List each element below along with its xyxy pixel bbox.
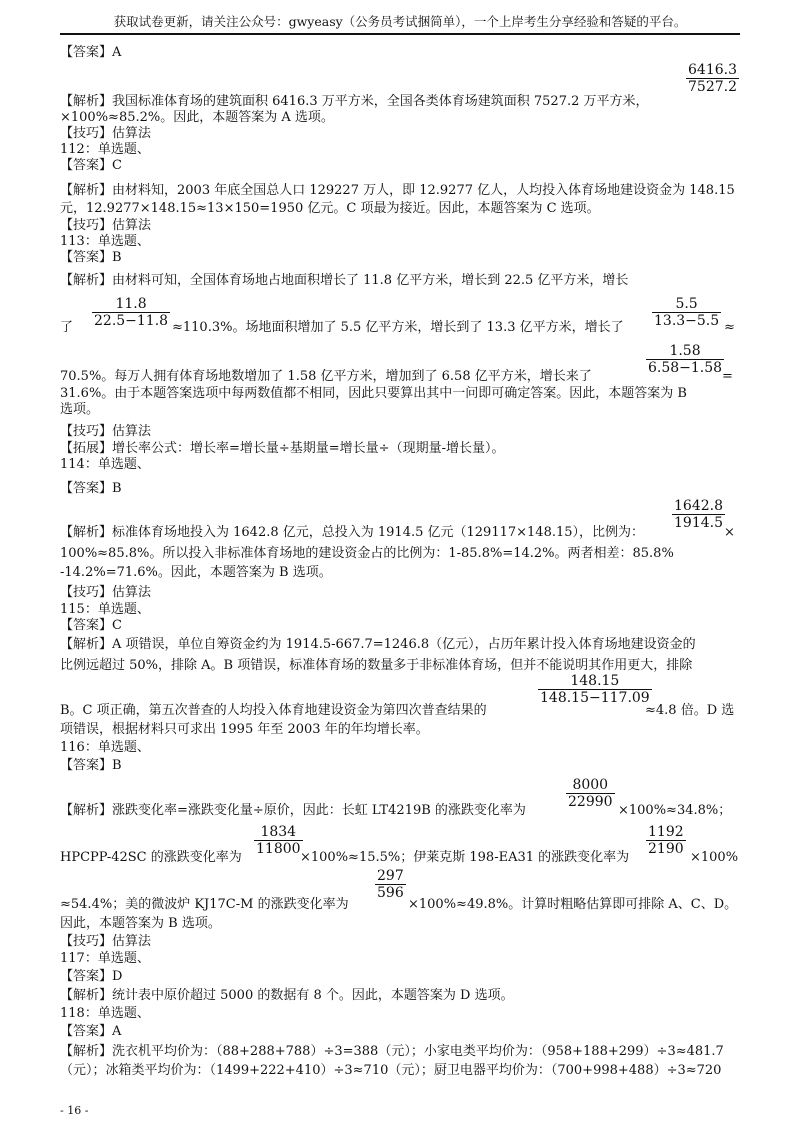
- fraction-denominator: 7527.2: [688, 79, 737, 95]
- approx-symbol: ≈: [724, 320, 735, 335]
- answer-112: 【答案】C: [60, 158, 122, 173]
- equals-symbol: =: [722, 369, 733, 384]
- analysis-116-line-4: 因此，本题答案为 B 选项。: [60, 916, 221, 931]
- fraction-111: [686, 62, 739, 95]
- answer-111: 【答案】A: [60, 45, 122, 60]
- analysis-118-line-1: 【解析】洗衣机平均价为：（88+288+788）÷3=388（元）；小家电类平均价为：（958+188+299）÷3≈481.7: [60, 1044, 724, 1059]
- fraction-numerator: 1834: [260, 824, 297, 840]
- question-112: 112：单选题、: [60, 142, 150, 157]
- analysis-115-line-3: B。C 项正确，第五次普查的人均投入体育地建设资金为第四次普查结果的: [60, 703, 487, 718]
- tip-112: 【技巧】估算法: [60, 218, 152, 233]
- analysis-113-line-3: 70.5%。每万人拥有体育场地数增加了 1.58 亿平方米，增加到了 6.58 亿平方米，增长来了: [60, 369, 592, 384]
- question-116: 116：单选题、: [60, 740, 150, 755]
- fraction-114: [672, 498, 725, 531]
- answer-118: 【答案】A: [60, 1024, 122, 1039]
- fraction-113-a: [92, 296, 170, 329]
- analysis-114-line-2: 100%≈85.8%。所以投入非标准体育场地的建设资金占的比例为：1-85.8%=14.2%。两者相差：85.8%: [60, 546, 674, 561]
- page-header: 获取试卷更新，请关注公众号：gwyeasy（公务员考试捆简单），一个上岸考生分享经验和答疑的平台。: [113, 14, 687, 29]
- page-number: - 16 -: [60, 1104, 89, 1117]
- analysis-116-line-3-end: ×100%≈49.8%。计算时粗略估算即可排除 A、C、D。: [408, 897, 738, 912]
- analysis-117: 【解析】统计表中原价超过 5000 的数据有 8 个。因此，本题答案为 D 选项。: [60, 988, 514, 1003]
- fraction-116-b: [254, 824, 303, 857]
- fraction-denominator: 22.5−11.8: [94, 313, 169, 329]
- answer-113: 【答案】B: [60, 250, 122, 265]
- analysis-115-line-3-end: ≈4.8 倍。D 选: [645, 703, 735, 718]
- question-117: 117：单选题、: [60, 951, 150, 966]
- fraction-numerator: 148.15: [570, 673, 620, 689]
- fraction-numerator: 5.5: [675, 296, 698, 312]
- fraction-denominator: 6.58−1.58: [648, 360, 723, 376]
- fraction-116-d: [375, 868, 406, 901]
- fraction-denominator: 1914.5: [674, 515, 723, 531]
- fraction-denominator: 2190: [648, 841, 684, 857]
- analysis-115-line-2: 比例远超过 50%，排除 A。B 项错误，标准体育场的数量多于非标准体育场，但并不能说明其作用更大，排除: [60, 658, 693, 673]
- fraction-denominator: 22990: [568, 794, 613, 810]
- analysis-112-line-1: 【解析】由材料知，2003 年底全国总人口 129227 万人，即 12.9277 亿人，人均投入体育场地建设资金为 148.15: [60, 183, 735, 198]
- analysis-113-line-1: 【解析】由材料可知，全国体育场地占地面积增长了 11.8 亿平方米，增长到 22.5 亿平方米，增长: [60, 273, 629, 288]
- fraction-numerator: 1642.8: [674, 498, 723, 514]
- question-114: 114：单选题、: [60, 457, 150, 472]
- tip-116: 【技巧】估算法: [60, 934, 152, 949]
- analysis-118-line-2: （元）；冰箱类平均价为：（1499+222+410）÷3≈710（元）；厨卫电器平均价为：（700+998+488）÷3≈720: [60, 1063, 722, 1078]
- tip-111: 【技巧】估算法: [60, 126, 152, 141]
- fraction-116-c: [646, 824, 686, 857]
- analysis-115-line-1: 【解析】A 项错误，单位自筹资金约为 1914.5-667.7=1246.8（亿元），占历年累计投入体育场地建设资金的: [60, 637, 696, 652]
- analysis-111-line-1: 【解析】我国标准体育场的建筑面积 6416.3 万平方米，全国各类体育场建筑面积 7527.2 万平方米，: [60, 94, 649, 109]
- fraction-denominator: 148.15−117.09: [540, 690, 650, 706]
- extension-113: 【拓展】增长率公式：增长率=增长量÷基期量=增长量÷（现期量-增长量）。: [60, 441, 505, 456]
- answer-117: 【答案】D: [60, 969, 123, 984]
- answer-115: 【答案】C: [60, 618, 122, 633]
- analysis-113-line-5: 选项。: [60, 402, 100, 417]
- analysis-113-line-4: 31.6%。由于本题答案选项中每两数值都不相同，因此只要算出其中一问即可确定答案。因此，本题答案为 B: [60, 386, 687, 401]
- answer-114: 【答案】B: [60, 481, 122, 496]
- question-113: 113：单选题、: [60, 234, 150, 249]
- fraction-numerator: 297: [377, 868, 404, 884]
- analysis-115-line-4: 项错误，根据材料只可求出 1995 年至 2003 年的年均增长率。: [60, 722, 429, 737]
- header-divider: [60, 33, 740, 35]
- fraction-numerator: 1192: [648, 824, 684, 840]
- analysis-116-line-1-end: ×100%≈34.8%；: [618, 803, 732, 818]
- question-118: 118：单选题、: [60, 1006, 150, 1021]
- analysis-111-line-2: ×100%≈85.2%。因此，本题答案为 A 选项。: [60, 110, 334, 125]
- fraction-numerator: 6416.3: [688, 62, 737, 78]
- fraction-denominator: 596: [377, 885, 404, 901]
- fraction-113-c: [646, 343, 724, 376]
- fraction-numerator: 11.8: [115, 296, 147, 312]
- times-symbol: ×: [724, 525, 735, 540]
- analysis-116-line-2-end: ×100%: [690, 850, 739, 865]
- fraction-numerator: 1.58: [669, 343, 701, 359]
- fraction-113-b: [652, 296, 721, 329]
- analysis-116-line-1: 【解析】涨跌变化率=涨跌变化量÷原价，因此：长虹 LT4219B 的涨跌变化率为: [60, 803, 526, 818]
- analysis-113-fragment: 了: [60, 320, 74, 335]
- tip-114: 【技巧】估算法: [60, 585, 152, 600]
- analysis-116-line-2: HPCPP-42SC 的涨跌变化率为: [60, 850, 242, 865]
- fraction-115: [538, 673, 652, 706]
- analysis-116-line-2-mid: ×100%≈15.5%；伊莱克斯 198-EA31 的涨跌变化率为: [300, 850, 630, 865]
- question-115: 115：单选题、: [60, 602, 150, 617]
- fraction-numerator: 8000: [572, 777, 609, 793]
- answer-116: 【答案】B: [60, 758, 122, 773]
- fraction-denominator: 11800: [256, 841, 301, 857]
- analysis-114-line-1: 【解析】标准体育场地投入为 1642.8 亿元，总投入为 1914.5 亿元（129117×148.15），比例为：: [60, 525, 645, 540]
- fraction-denominator: 13.3−5.5: [654, 313, 720, 329]
- analysis-116-line-3: ≈54.4%；美的微波炉 KJ17C-M 的涨跌变化率为: [60, 897, 349, 912]
- analysis-114-line-3: -14.2%=71.6%。因此，本题答案为 B 选项。: [60, 565, 332, 580]
- analysis-112-line-2: 元，12.9277×148.15≈13×150=1950 亿元。C 项最为接近。因此，本题答案为 C 选项。: [60, 201, 600, 216]
- analysis-113-line-2: ≈110.3%。场地面积增加了 5.5 亿平方米，增长到了 13.3 亿平方米，增长了: [172, 320, 624, 335]
- fraction-116-a: [566, 777, 615, 810]
- tip-113: 【技巧】估算法: [60, 424, 152, 439]
